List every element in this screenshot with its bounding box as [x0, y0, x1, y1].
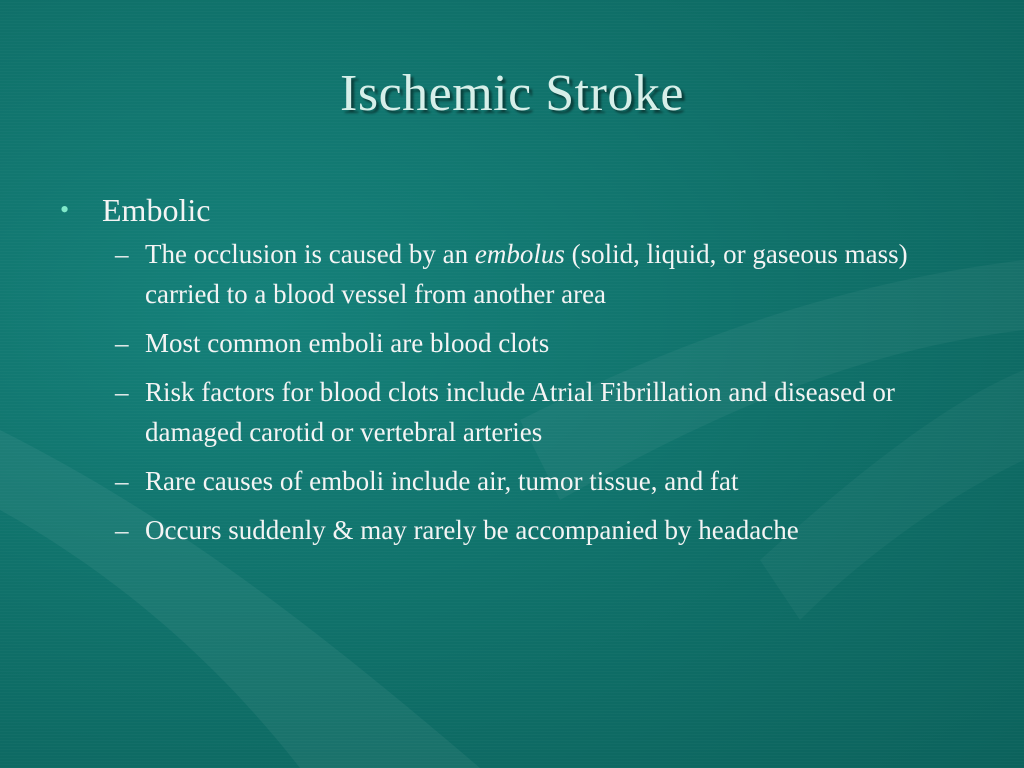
dash-marker: – — [115, 466, 129, 496]
dash-marker: – — [115, 328, 129, 358]
dash-marker: – — [115, 377, 129, 407]
sub-bullet-rare-causes — [115, 461, 958, 501]
sub-bullet-text: Occurs suddenly & may rarely be accompanied by headache — [145, 515, 799, 545]
sub-bullet-text — [145, 234, 945, 314]
slide-content — [58, 188, 958, 559]
sub-bullet-text: Rare causes of emboli include air, tumor tissue, and fat — [145, 466, 739, 496]
sub-bullet-text-before: The occlusion is caused by an — [145, 239, 475, 269]
sub-bullet-onset — [115, 510, 958, 550]
bullet-marker: • — [60, 195, 70, 224]
sub-bullet-list — [58, 234, 958, 550]
sub-bullet-text: Most common emboli are blood clots — [145, 328, 550, 358]
dash-marker: – — [115, 239, 129, 269]
bullet-label: Embolic — [102, 192, 211, 228]
slide-title: Ischemic Stroke — [340, 65, 684, 122]
bullet-embolic — [58, 188, 958, 232]
dash-marker: – — [115, 515, 129, 545]
sub-bullet-occlusion — [115, 234, 958, 314]
sub-bullet-text: Risk factors for blood clots include Atrial Fibrillation and diseased or damaged carotid or vertebral arteries — [145, 377, 895, 447]
sub-bullet-text-after: (solid, liquid, or gaseous mass) carried to a blood vessel from another area — [145, 239, 908, 309]
sub-bullet-common-emboli — [115, 323, 958, 363]
sub-bullet-emphasis: embolus — [474, 239, 565, 269]
sub-bullet-risk-factors — [115, 372, 958, 452]
